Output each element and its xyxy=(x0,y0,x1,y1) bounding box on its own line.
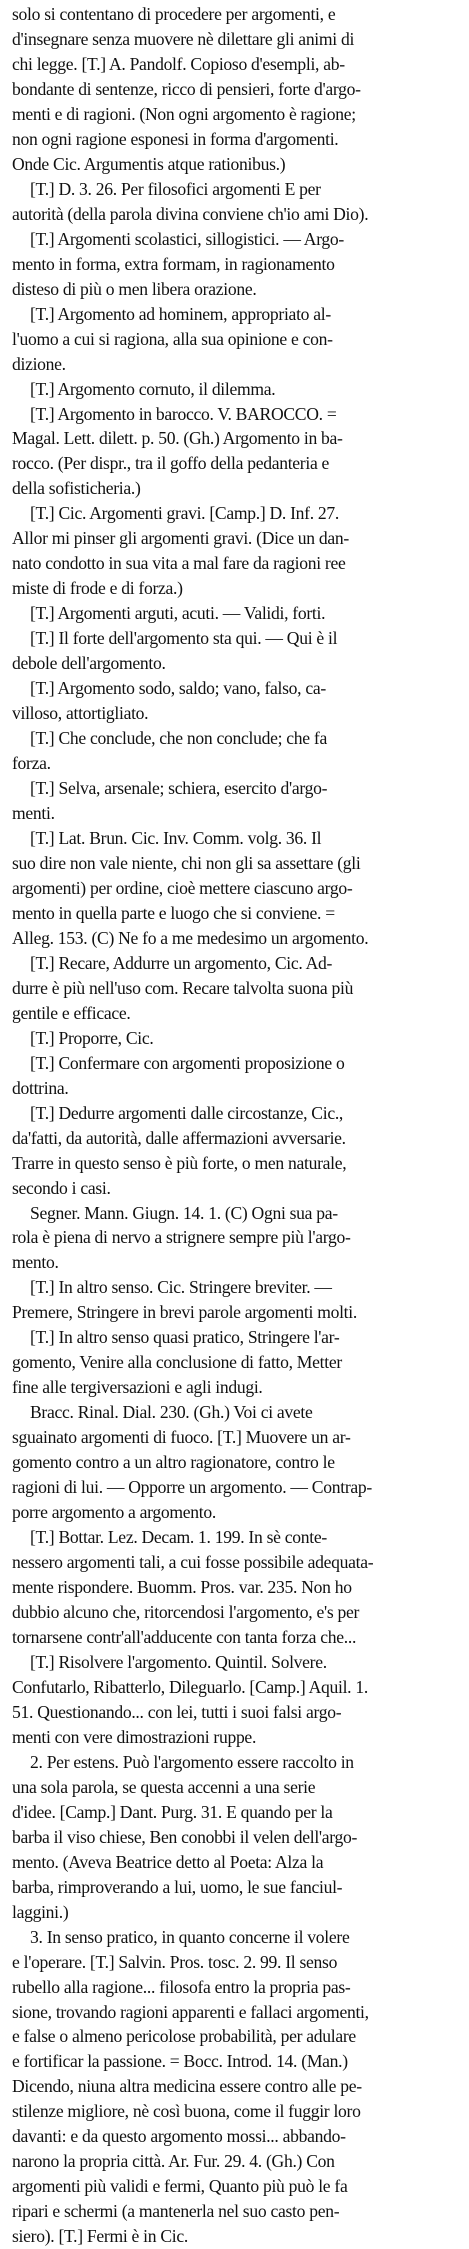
text-line: porre argomento a argomento. xyxy=(12,1502,216,1523)
text-line: una sola parola, se questa accenni a una serie xyxy=(12,1776,316,1797)
text-line: gentile e efficace. xyxy=(12,1002,131,1023)
text-line: [T.] Argomento sodo, saldo; vano, falso, ca- xyxy=(30,678,326,699)
text-line: rola è piena di nervo a strignere sempre più l'argo- xyxy=(12,1227,351,1248)
text-line: siero). [T.] Fermi è in Cic. xyxy=(12,2226,188,2247)
text-line: bondante di sentenze, ricco di pensieri, forte d'argo- xyxy=(12,78,361,99)
text-line: [T.] Che conclude, che non conclude; che fa xyxy=(30,728,327,749)
text-line: tornarsene contr'all'adducente con tanta forza che... xyxy=(12,1626,357,1647)
entry-text-column xyxy=(12,2,461,2249)
text-line: [T.] Bottar. Lez. Decam. 1. 199. In sè conte- xyxy=(30,1527,327,1548)
text-line: gomento, Venire alla conclusione di fatto, Metter xyxy=(12,1352,342,1373)
text-line: [T.] Argomenti arguti, acuti. — Validi, forti. xyxy=(30,603,326,624)
text-line: argomenti più validi e fermi, Quanto più può le fa xyxy=(12,2176,348,2197)
text-line: solo si contentano di procedere per argomenti, e xyxy=(12,4,336,24)
text-line: mento in forma, extra formam, in ragionamento xyxy=(12,253,335,274)
text-line: rocco. (Per dispr., tra il goffo della pedanteria e xyxy=(12,453,330,474)
text-line: ragioni di lui. — Opporre un argomento. — Contrap- xyxy=(12,1477,372,1498)
text-line: nato condotto in sua vita a mal fare da ragioni ree xyxy=(12,553,346,574)
text-line: 2. Per estens. Può l'argomento essere raccolto in xyxy=(30,1751,354,1772)
text-line: argomenti) per ordine, cioè mettere ciascuno argo- xyxy=(12,877,353,898)
text-line: gomento contro a un altro ragionatore, contro le xyxy=(12,1452,335,1473)
text-line: Magal. Lett. dilett. p. 50. (Gh.) Argomento in ba- xyxy=(12,428,343,449)
text-line: miste di frode e di forza.) xyxy=(12,578,183,599)
text-line: 3. In senso pratico, in quanto concerne il volere xyxy=(30,1926,350,1947)
text-line: [T.] Proporre, Cic. xyxy=(30,1027,154,1048)
text-line: Onde Cic. Argumentis atque rationibus.) xyxy=(12,153,286,174)
text-line: sguainato argomenti di fuoco. [T.] Muovere un ar- xyxy=(12,1427,351,1448)
text-line: stilenze migliore, nè così buona, come il fuggir loro xyxy=(12,2101,361,2122)
text-line: [T.] Lat. Brun. Cic. Inv. Comm. volg. 36. Il xyxy=(30,827,322,848)
text-line: non ogni ragione esponesi in forma d'argomenti. xyxy=(12,128,339,149)
text-line: secondo i casi. xyxy=(12,1177,111,1198)
text-line: menti e di ragioni. (Non ogni argomento è ragione; xyxy=(12,103,356,124)
text-line: [T.] Argomento cornuto, il dilemma. xyxy=(30,378,276,399)
text-line: [T.] Risolvere l'argomento. Quintil. Solvere. xyxy=(30,1651,327,1672)
text-line: d'idee. [Camp.] Dant. Purg. 31. E quando per la xyxy=(12,1801,333,1822)
text-line: Alleg. 153. (C) Ne fo a me medesimo un argomento. xyxy=(12,927,369,948)
text-line: mente rispondere. Buomm. Pros. var. 235. Non ho xyxy=(12,1577,352,1598)
text-line: della sofisticheria.) xyxy=(12,478,141,499)
text-line: autorità (della parola divina conviene ch'io ami Dio). xyxy=(12,203,369,224)
text-line: Bracc. Rinal. Dial. 230. (Gh.) Voi ci avete xyxy=(30,1402,313,1423)
text-line: rubello alla ragione... filosofa entro la propria pas- xyxy=(12,1976,351,1997)
text-line: durre è più nell'uso com. Recare talvolta suona più xyxy=(12,977,354,998)
text-line: [T.] In altro senso quasi pratico, Stringere l'ar- xyxy=(30,1327,340,1348)
text-line: mento. (Aveva Beatrice detto al Poeta: Alza la xyxy=(12,1851,324,1872)
text-line: [T.] In altro senso. Cic. Stringere breviter. — xyxy=(30,1277,332,1298)
text-line: suo dire non vale niente, chi non gli sa assettare (gli xyxy=(12,852,361,873)
text-line: [T.] Cic. Argomenti gravi. [Camp.] D. Inf. 27. xyxy=(30,503,340,524)
text-line: [T.] Argomenti scolastici, sillogistici. — Argo- xyxy=(30,228,344,249)
text-line: dubbio alcuno che, ritorcendosi l'argomento, e's per xyxy=(12,1602,360,1622)
text-line: Segner. Mann. Giugn. 14. 1. (C) Ogni sua pa- xyxy=(30,1202,338,1223)
text-line: forza. xyxy=(12,753,51,774)
text-line: dizione. xyxy=(12,353,66,374)
text-line: [T.] D. 3. 26. Per filosofici argomenti E per xyxy=(30,178,321,199)
text-line: laggini.) xyxy=(12,1901,69,1922)
text-line: davanti: e da questo argomento mossi... abbando- xyxy=(12,2126,346,2147)
text-line: e l'operare. [T.] Salvin. Pros. tosc. 2. 99. Il senso xyxy=(12,1951,338,1972)
text-line: nessero argomenti tali, a cui fosse possibile adequata- xyxy=(12,1552,374,1573)
text-line: Dicendo, niuna altra medicina essere contro alle pe- xyxy=(12,2076,362,2097)
text-line: [T.] Confermare con argomenti proposizione o xyxy=(30,1052,345,1073)
text-line: [T.] Argomento in barocco. V. BAROCCO. = xyxy=(30,403,337,424)
text-line: debole dell'argomento. xyxy=(12,653,166,674)
text-line: mento in quella parte e luogo che si conviene. = xyxy=(12,902,335,923)
text-line: e false o almeno pericolose probabilità, per adulare xyxy=(12,2026,356,2047)
text-line: ripari e schermi (a mantenerla nel suo casto pen- xyxy=(12,2201,340,2222)
text-line: Premere, Stringere in brevi parole argomenti molti. xyxy=(12,1302,357,1323)
text-line: 51. Questionando... con lei, tutti i suoi falsi argo- xyxy=(12,1701,342,1722)
text-line: l'uomo a cui si ragiona, alla sua opinione e con- xyxy=(12,328,333,349)
text-line: Confutarlo, Ribatterlo, Dileguarlo. [Camp.] Aquil. 1. xyxy=(12,1676,368,1697)
text-line: [T.] Recare, Addurre un argomento, Cic. Ad- xyxy=(30,952,333,973)
text-line: barba il viso chiese, Ben conobbi il velen dell'argo- xyxy=(12,1826,358,1847)
text-line: mento. xyxy=(12,1252,59,1273)
text-line: [T.] Dedurre argomenti dalle circostanze, Cic., xyxy=(30,1102,344,1123)
text-line: menti. xyxy=(12,803,55,823)
text-line: sione, trovando ragioni apparenti e fallaci argomenti, xyxy=(12,2001,369,2022)
text-line: da'fatti, da autorità, dalle affermazioni avversarie. xyxy=(12,1127,346,1148)
text-line: fine alle tergiversazioni e agli indugi. xyxy=(12,1377,263,1398)
text-line: disteso di più o men libera orazione. xyxy=(12,278,257,299)
text-line: chi legge. [T.] A. Pandolf. Copioso d'esempli, ab- xyxy=(12,53,345,74)
text-line: Trarre in questo senso è più forte, o men naturale, xyxy=(12,1152,347,1173)
text-line: barba, rimproverando a lui, uomo, le sue fanciul- xyxy=(12,1876,343,1897)
text-line: [T.] Selva, arsenale; schiera, esercito d'argo- xyxy=(30,778,328,799)
text-line: villoso, attortigliato. xyxy=(12,703,149,724)
text-line: e fortificar la passione. = Bocc. Introd. 14. (Man.) xyxy=(12,2051,348,2072)
text-line: d'insegnare senza muovere nè dilettare gli animi di xyxy=(12,28,355,49)
text-line: [T.] Argomento ad hominem, appropriato al- xyxy=(30,303,331,324)
text-line: Allor mi pinser gli argomenti gravi. (Dice un dan- xyxy=(12,528,349,549)
text-line: menti con vere dimostrazioni ruppe. xyxy=(12,1726,257,1747)
text-line: [T.] Il forte dell'argomento sta qui. — Qui è il xyxy=(30,628,338,649)
text-line: narono la propria città. Ar. Fur. 29. 4. (Gh.) Con xyxy=(12,2151,335,2172)
text-line: dottrina. xyxy=(12,1077,69,1098)
